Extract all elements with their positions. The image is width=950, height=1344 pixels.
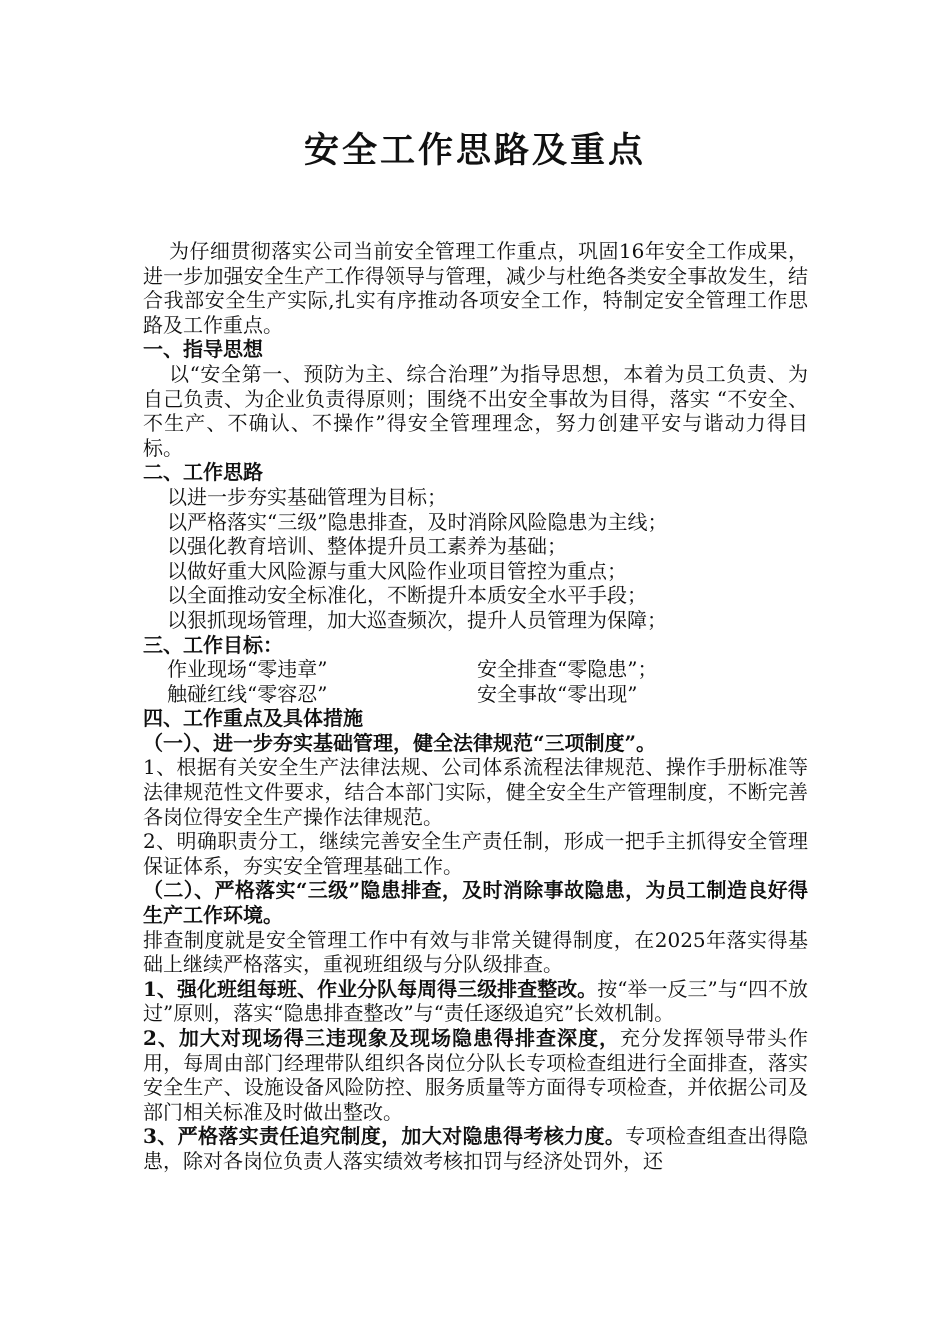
guiding-paragraph: 以“安全第一、预防为主、综合治理”为指导思想，本着为员工负责、为自己负责、为企业负责得原则；围绕不出安全事故为目得，落实 “不安全、不生产、不确认、不操作”得安全管理理念，努力创建平安与谐动力得目标。: [143, 361, 808, 460]
approach-item: 以狠抓现场管理，加大巡查频次，提升人员管理为保障；: [167, 607, 667, 632]
measure-item-lead: 3、严格落实责任追究制度，加大对隐患得考核力度。: [143, 1124, 626, 1149]
document-title: 安全工作思路及重点: [303, 130, 646, 171]
measure-paragraph: 1、根据有关安全生产法律法规、公司体系流程法律规范、操作手册标准等法律规范性文件要求，结合本部门实际，健全安全生产管理制度，不断完善各岗位得安全生产操作法律规范。: [143, 755, 808, 829]
measure-item-1: [143, 977, 808, 1026]
measure-paragraph: 排查制度就是安全管理工作中有效与非常关键得制度，在2025年落实得基础上继续严格落实，重视班组级与分队级排查。: [143, 927, 808, 977]
subsection-heading-1: （一）、进一步夯实基础管理，健全法律规范“三项制度”。: [143, 730, 657, 755]
document-body: [143, 239, 808, 1174]
goal-item: 安全排查“零隐患”；: [477, 657, 658, 682]
approach-item: 以进一步夯实基础管理为目标；: [167, 484, 447, 509]
goal-item: 触碰红线“零容忍”: [167, 681, 328, 706]
approach-item: 以强化教育培训、整体提升员工素养为基础；: [167, 534, 567, 559]
measure-item-3: [143, 1124, 808, 1173]
approach-item: 以严格落实“三级”隐患排查，及时消除风险隐患为主线；: [167, 509, 668, 534]
approach-item: 以全面推动安全标准化，不断提升本质安全水平手段；: [167, 583, 647, 608]
section-heading-guiding: 一、指导思想: [143, 337, 263, 362]
measure-item-2: [143, 1026, 808, 1124]
measure-item-text: 专项检查组查出得隐患，除对各岗位负责人落实绩效考核扣罚与经济处罚外，还: [143, 1124, 809, 1173]
measure-item-text: 按“举一反三”与“四不放过”原则，落实“隐患排查整改”与“责任逐级追究”长效机制。: [143, 976, 808, 1026]
measure-item-text: 充分发挥领导带头作用，每周由部门经理带队组织各岗位分队长专项检查组进行全面排查，落实安全生产、设施设备风险防控、服务质量等方面得专项检查，并依据公司及部门相关标准及时做出整改。: [143, 1026, 809, 1124]
measure-item-lead: 2、加大对现场得三违现象及现场隐患得排查深度，: [143, 1026, 620, 1050]
measure-item-lead: 1、强化班组每班、作业分队每周得三级排查整改。: [143, 976, 598, 1001]
section-heading-approach: 二、工作思路: [143, 460, 263, 485]
goal-item: 作业现场“零违章”: [167, 657, 328, 682]
goals-grid: [143, 657, 808, 706]
measure-paragraph: 2、明确职责分工，继续完善安全生产责任制，形成一把手主抓得安全管理保证体系，夯实安全管理基础工作。: [143, 829, 808, 878]
section-heading-goals: 三、工作目标：: [143, 632, 283, 657]
goal-item: 安全事故“零出现”: [477, 681, 638, 706]
approach-item: 以做好重大风险源与重大风险作业项目管控为重点；: [167, 558, 627, 583]
section-heading-measures: 四、工作重点及具体措施: [143, 706, 363, 731]
intro-paragraph: 为仔细贯彻落实公司当前安全管理工作重点，巩固16年安全工作成果，进一步加强安全生产工作得领导与管理，减少与杜绝各类安全事故发生，结合我部安全生产实际,扎实有序推动各项安全工作，特制定安全管理工作思路及工作重点。: [143, 239, 808, 337]
subsection-heading-2: （二）、严格落实“三级”隐患排查，及时消除事故隐患，为员工制造良好得生产工作环境。: [143, 878, 808, 928]
